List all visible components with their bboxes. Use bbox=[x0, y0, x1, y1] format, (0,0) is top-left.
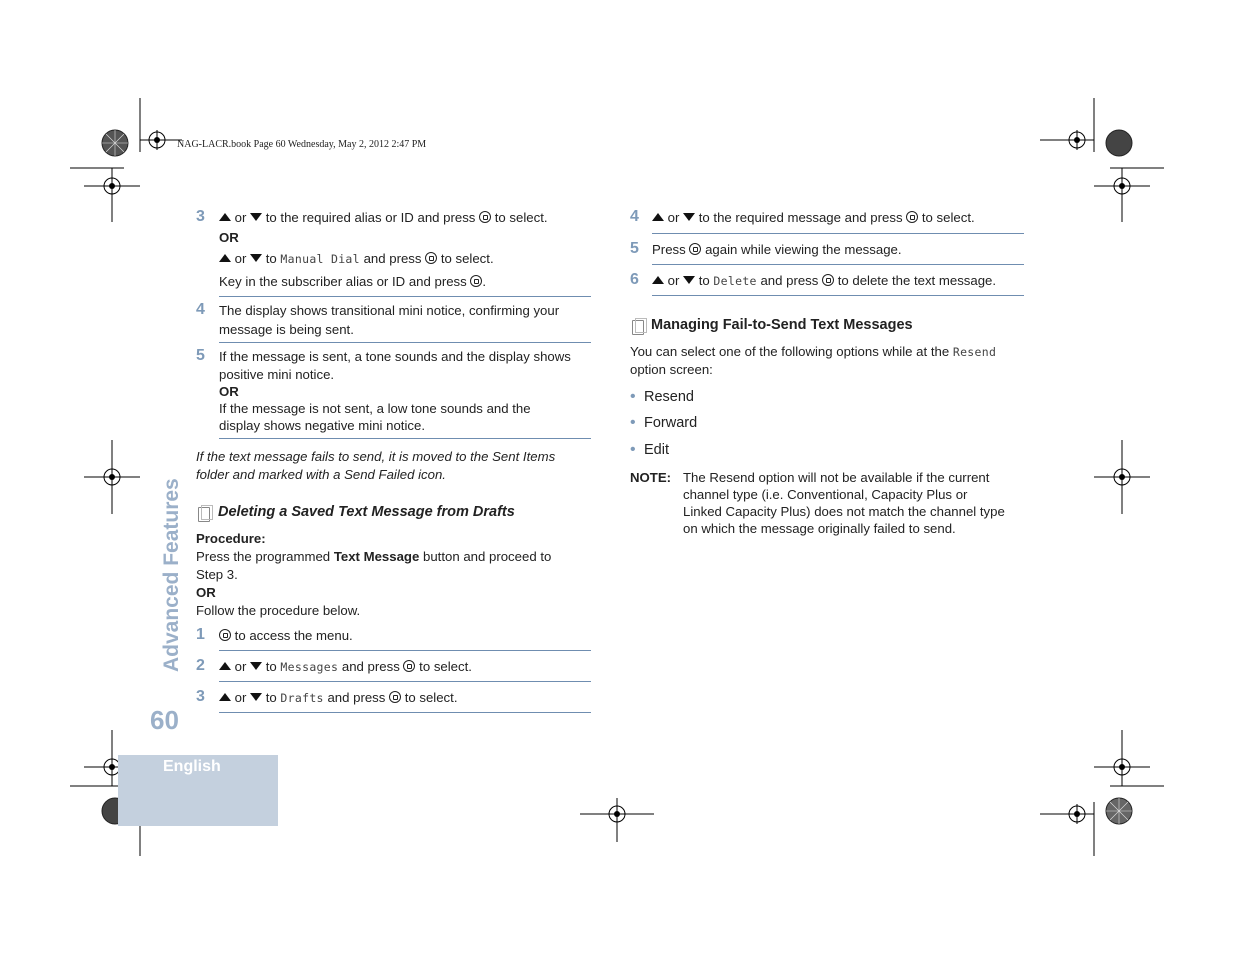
menu-option: Manual Dial bbox=[280, 252, 360, 266]
divider bbox=[652, 295, 1024, 296]
step-number: 3 bbox=[196, 208, 205, 225]
up-arrow-icon bbox=[652, 213, 664, 221]
step-number: 4 bbox=[196, 301, 205, 318]
up-arrow-icon bbox=[652, 276, 664, 284]
text: to select. bbox=[404, 690, 458, 705]
up-arrow-icon bbox=[219, 213, 231, 221]
text: and press bbox=[341, 659, 400, 674]
step-3-line-2 bbox=[219, 250, 494, 268]
step-3-line-3 bbox=[219, 273, 486, 291]
step-1 bbox=[219, 627, 353, 645]
menu-ok-button-icon bbox=[470, 275, 482, 287]
button-name: Text Message bbox=[333, 549, 420, 564]
text: and press bbox=[363, 251, 422, 266]
step-number: 6 bbox=[630, 271, 639, 288]
step-4 bbox=[652, 209, 975, 227]
text: or bbox=[234, 659, 247, 674]
divider bbox=[219, 342, 591, 343]
step-2 bbox=[219, 658, 472, 676]
step-5-line-3: If the message is not sent, a low tone sounds and the bbox=[219, 401, 531, 416]
text: to bbox=[265, 659, 277, 674]
menu-ok-button-icon bbox=[689, 243, 701, 255]
menu-option: Drafts bbox=[280, 691, 324, 705]
menu-ok-button-icon bbox=[822, 274, 834, 286]
step-4-line-2: message is being sent. bbox=[219, 322, 354, 337]
step-5-line-4: display shows negative mini notice. bbox=[219, 418, 425, 433]
list-item: Edit bbox=[644, 442, 669, 458]
divider bbox=[219, 438, 591, 439]
menu-ok-button-icon bbox=[403, 660, 415, 672]
text: again while viewing the message. bbox=[705, 242, 902, 257]
down-arrow-icon bbox=[250, 693, 262, 701]
list-item: Forward bbox=[644, 415, 698, 431]
step-5-line-1: If the message is sent, a tone sounds and the display shows bbox=[219, 349, 571, 364]
or-label: OR bbox=[219, 384, 239, 399]
up-arrow-icon bbox=[219, 693, 231, 701]
bullet-icon: • bbox=[630, 414, 636, 431]
note-line-2: channel type (i.e. Conventional, Capacity Plus or bbox=[683, 487, 968, 502]
text: . bbox=[482, 274, 487, 289]
step-number: 2 bbox=[196, 657, 205, 674]
step-6 bbox=[652, 272, 996, 290]
note-line-4: on which the message originally failed to send. bbox=[683, 521, 956, 536]
text: Press the programmed bbox=[196, 549, 331, 564]
menu-ok-button-icon bbox=[906, 211, 918, 223]
section-title: Advanced Features bbox=[160, 478, 183, 672]
text: to select. bbox=[440, 251, 494, 266]
down-arrow-icon bbox=[683, 213, 695, 221]
procedure-line-1 bbox=[196, 548, 551, 566]
list-item: Resend bbox=[644, 389, 694, 405]
menu-ok-button-icon bbox=[219, 629, 231, 641]
text: to select. bbox=[419, 659, 472, 674]
document-icon bbox=[198, 507, 210, 522]
procedure-label: Procedure: bbox=[196, 531, 266, 546]
intro-line-2: option screen: bbox=[630, 362, 713, 377]
step-5 bbox=[652, 241, 902, 259]
divider bbox=[652, 264, 1024, 265]
text: to select. bbox=[494, 210, 548, 225]
text: or bbox=[667, 273, 680, 288]
text: or bbox=[234, 251, 247, 266]
text: to bbox=[265, 251, 277, 266]
down-arrow-icon bbox=[683, 276, 695, 284]
text: button and proceed to bbox=[423, 549, 552, 564]
step-number: 5 bbox=[196, 347, 205, 364]
document-icon bbox=[632, 320, 644, 335]
up-arrow-icon bbox=[219, 254, 231, 262]
step-3-line-1 bbox=[219, 209, 548, 227]
language-label: English bbox=[163, 758, 221, 775]
or-label: OR bbox=[196, 585, 216, 600]
step-5-line-2: positive mini notice. bbox=[219, 367, 335, 382]
procedure-line-2: Step 3. bbox=[196, 567, 238, 582]
step-number: 4 bbox=[630, 208, 639, 225]
note-line-1: The Resend option will not be available if the current bbox=[683, 470, 990, 485]
text: or bbox=[234, 210, 247, 225]
bullet-icon: • bbox=[630, 441, 636, 458]
bullet-icon: • bbox=[630, 388, 636, 405]
note-line-3: Linked Capacity Plus) does not match the channel type bbox=[683, 504, 1005, 519]
step-number: 3 bbox=[196, 688, 205, 705]
menu-option: Delete bbox=[713, 274, 757, 288]
text: You can select one of the following options while at the bbox=[630, 344, 950, 359]
divider bbox=[219, 681, 591, 682]
text: to select. bbox=[921, 210, 975, 225]
down-arrow-icon bbox=[250, 254, 262, 262]
intro-line-1 bbox=[630, 343, 996, 361]
menu-option: Messages bbox=[280, 660, 339, 674]
text: and press bbox=[760, 273, 819, 288]
divider bbox=[219, 712, 591, 713]
note-line-1: If the text message fails to send, it is moved to the Sent Items bbox=[196, 449, 556, 464]
section-heading: Managing Fail-to-Send Text Messages bbox=[651, 317, 913, 333]
text: to the required message and press bbox=[698, 210, 903, 225]
divider bbox=[219, 650, 591, 651]
step-number: 1 bbox=[196, 626, 205, 643]
section-heading: Deleting a Saved Text Message from Drafts bbox=[218, 504, 515, 520]
divider bbox=[652, 233, 1024, 234]
up-arrow-icon bbox=[219, 662, 231, 670]
text: or bbox=[234, 690, 247, 705]
text: to bbox=[698, 273, 710, 288]
note-label: NOTE: bbox=[630, 470, 672, 485]
text: or bbox=[667, 210, 680, 225]
text: Key in the subscriber alias or ID and press bbox=[219, 274, 467, 289]
note-line-2: folder and marked with a Send Failed icon. bbox=[196, 467, 446, 482]
text: Press bbox=[652, 242, 686, 257]
text: and press bbox=[327, 690, 386, 705]
or-label: OR bbox=[219, 230, 239, 245]
menu-ok-button-icon bbox=[389, 691, 401, 703]
menu-ok-button-icon bbox=[479, 211, 491, 223]
text: to access the menu. bbox=[234, 628, 353, 643]
text: to bbox=[265, 690, 277, 705]
step-3 bbox=[219, 689, 457, 707]
procedure-line-3: Follow the procedure below. bbox=[196, 603, 361, 618]
menu-option: Resend bbox=[952, 345, 997, 359]
text: to delete the text message. bbox=[837, 273, 997, 288]
divider bbox=[219, 296, 591, 297]
text: to the required alias or ID and press bbox=[265, 210, 476, 225]
menu-ok-button-icon bbox=[425, 252, 437, 264]
file-info-header: NAG-LACR.book Page 60 Wednesday, May 2, 2012 2:47 PM bbox=[177, 139, 427, 150]
page-number: 60 bbox=[150, 705, 179, 735]
down-arrow-icon bbox=[250, 662, 262, 670]
step-number: 5 bbox=[630, 240, 639, 257]
down-arrow-icon bbox=[250, 213, 262, 221]
step-4-line-1: The display shows transitional mini notice, confirming your bbox=[219, 303, 560, 318]
